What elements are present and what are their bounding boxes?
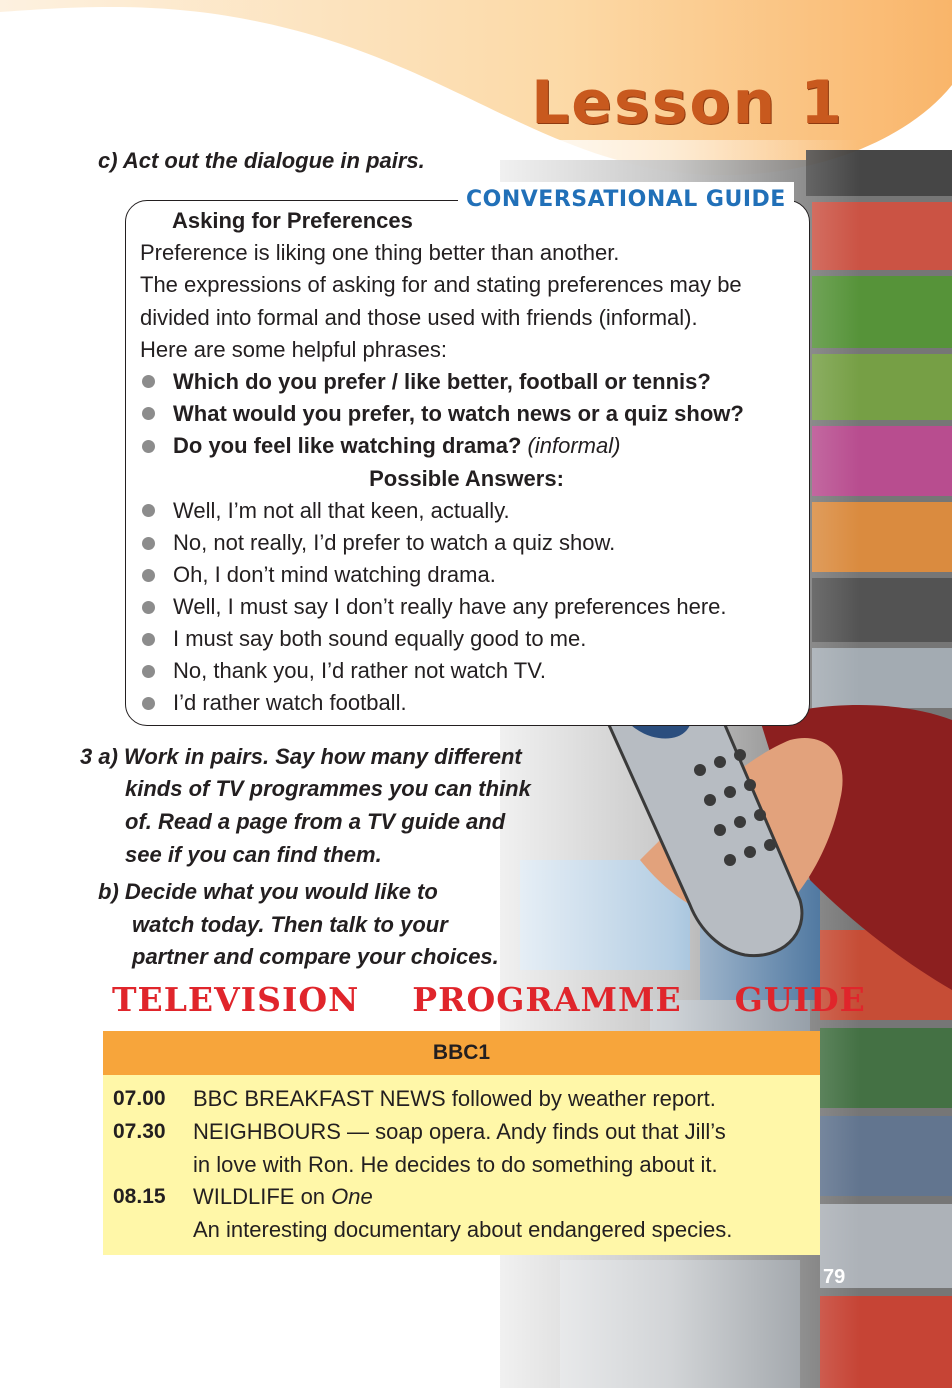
guide-intro-line: divided into formal and those used with friends (informal). bbox=[140, 305, 698, 330]
programme-title-channel: One bbox=[331, 1184, 373, 1209]
bullet-icon bbox=[142, 665, 155, 678]
programme-title-text: WILDLIFE on bbox=[193, 1184, 332, 1209]
bullet-icon bbox=[142, 697, 155, 710]
answer-item: Oh, I don’t mind watching drama. bbox=[173, 562, 496, 587]
programme-title bbox=[193, 1180, 373, 1213]
phrase-item: Which do you prefer / like better, football or tennis? bbox=[173, 369, 711, 394]
guide-heading: Asking for Preferences bbox=[172, 208, 413, 233]
guide-intro-line: Here are some helpful phrases: bbox=[140, 337, 447, 362]
answer-item: No, not really, I’d prefer to watch a quiz show. bbox=[173, 530, 616, 555]
exercise-3b-line: b) Decide what you would like to bbox=[98, 879, 438, 904]
phrase-item: What would you prefer, to watch news or a quiz show? bbox=[173, 401, 744, 426]
guide-intro-line: Preference is liking one thing better than another. bbox=[140, 240, 620, 265]
bullet-icon bbox=[142, 407, 155, 420]
bullet-icon bbox=[142, 537, 155, 550]
phrase-item bbox=[173, 430, 620, 462]
programme-line: NEIGHBOURS — soap opera. Andy finds out that Jill’s bbox=[193, 1119, 726, 1144]
answer-item: Well, I’m not all that keen, actually. bbox=[173, 498, 510, 523]
programme-time: 07.30 bbox=[113, 1120, 166, 1143]
bullet-icon bbox=[142, 375, 155, 388]
answer-item: I’d rather watch football. bbox=[173, 690, 407, 715]
programme-time: 07.00 bbox=[113, 1087, 166, 1110]
programme-line: An interesting documentary about endangered species. bbox=[193, 1217, 733, 1242]
lesson-title: Lesson 1 bbox=[531, 68, 844, 138]
bullet-icon bbox=[142, 440, 155, 453]
bullet-icon bbox=[142, 633, 155, 646]
answer-item: I must say both sound equally good to me. bbox=[173, 626, 587, 651]
instruction-act-out: c) Act out the dialogue in pairs. bbox=[98, 148, 425, 173]
exercise-3a-line: kinds of TV programmes you can think bbox=[125, 776, 531, 801]
bullet-icon bbox=[142, 569, 155, 582]
page-number: 79 bbox=[823, 1266, 846, 1288]
exercise-3b-line: watch today. Then talk to your bbox=[132, 912, 448, 937]
exercise-3a-line: of. Read a page from a TV guide and bbox=[125, 809, 506, 834]
exercise-3a-line: 3 a) Work in pairs. Say how many different bbox=[80, 744, 522, 769]
possible-answers-heading: Possible Answers: bbox=[369, 466, 564, 491]
exercise-3b-line: partner and compare your choices. bbox=[132, 944, 499, 969]
bullet-icon bbox=[142, 601, 155, 614]
programme-line: BBC BREAKFAST NEWS followed by weather report. bbox=[193, 1086, 716, 1111]
answer-item: No, thank you, I’d rather not watch TV. bbox=[173, 658, 546, 683]
phrase-text: Do you feel like watching drama? bbox=[173, 433, 522, 458]
programme-time: 08.15 bbox=[113, 1185, 166, 1208]
guide-intro-line: The expressions of asking for and stating preferences may be bbox=[140, 272, 742, 297]
phrase-note: (informal) bbox=[527, 433, 621, 458]
bullet-icon bbox=[142, 504, 155, 517]
channel-header: BBC1 bbox=[103, 1031, 820, 1075]
programme-line: in love with Ron. He decides to do something about it. bbox=[193, 1152, 718, 1177]
tv-guide-title: TELEVISION PROGRAMME GUIDE bbox=[112, 980, 866, 1019]
exercise-3a-line: see if you can find them. bbox=[125, 842, 382, 867]
answer-item: Well, I must say I don’t really have any preferences here. bbox=[173, 594, 727, 619]
conversational-guide-label: CONVERSATIONAL GUIDE bbox=[458, 182, 794, 218]
